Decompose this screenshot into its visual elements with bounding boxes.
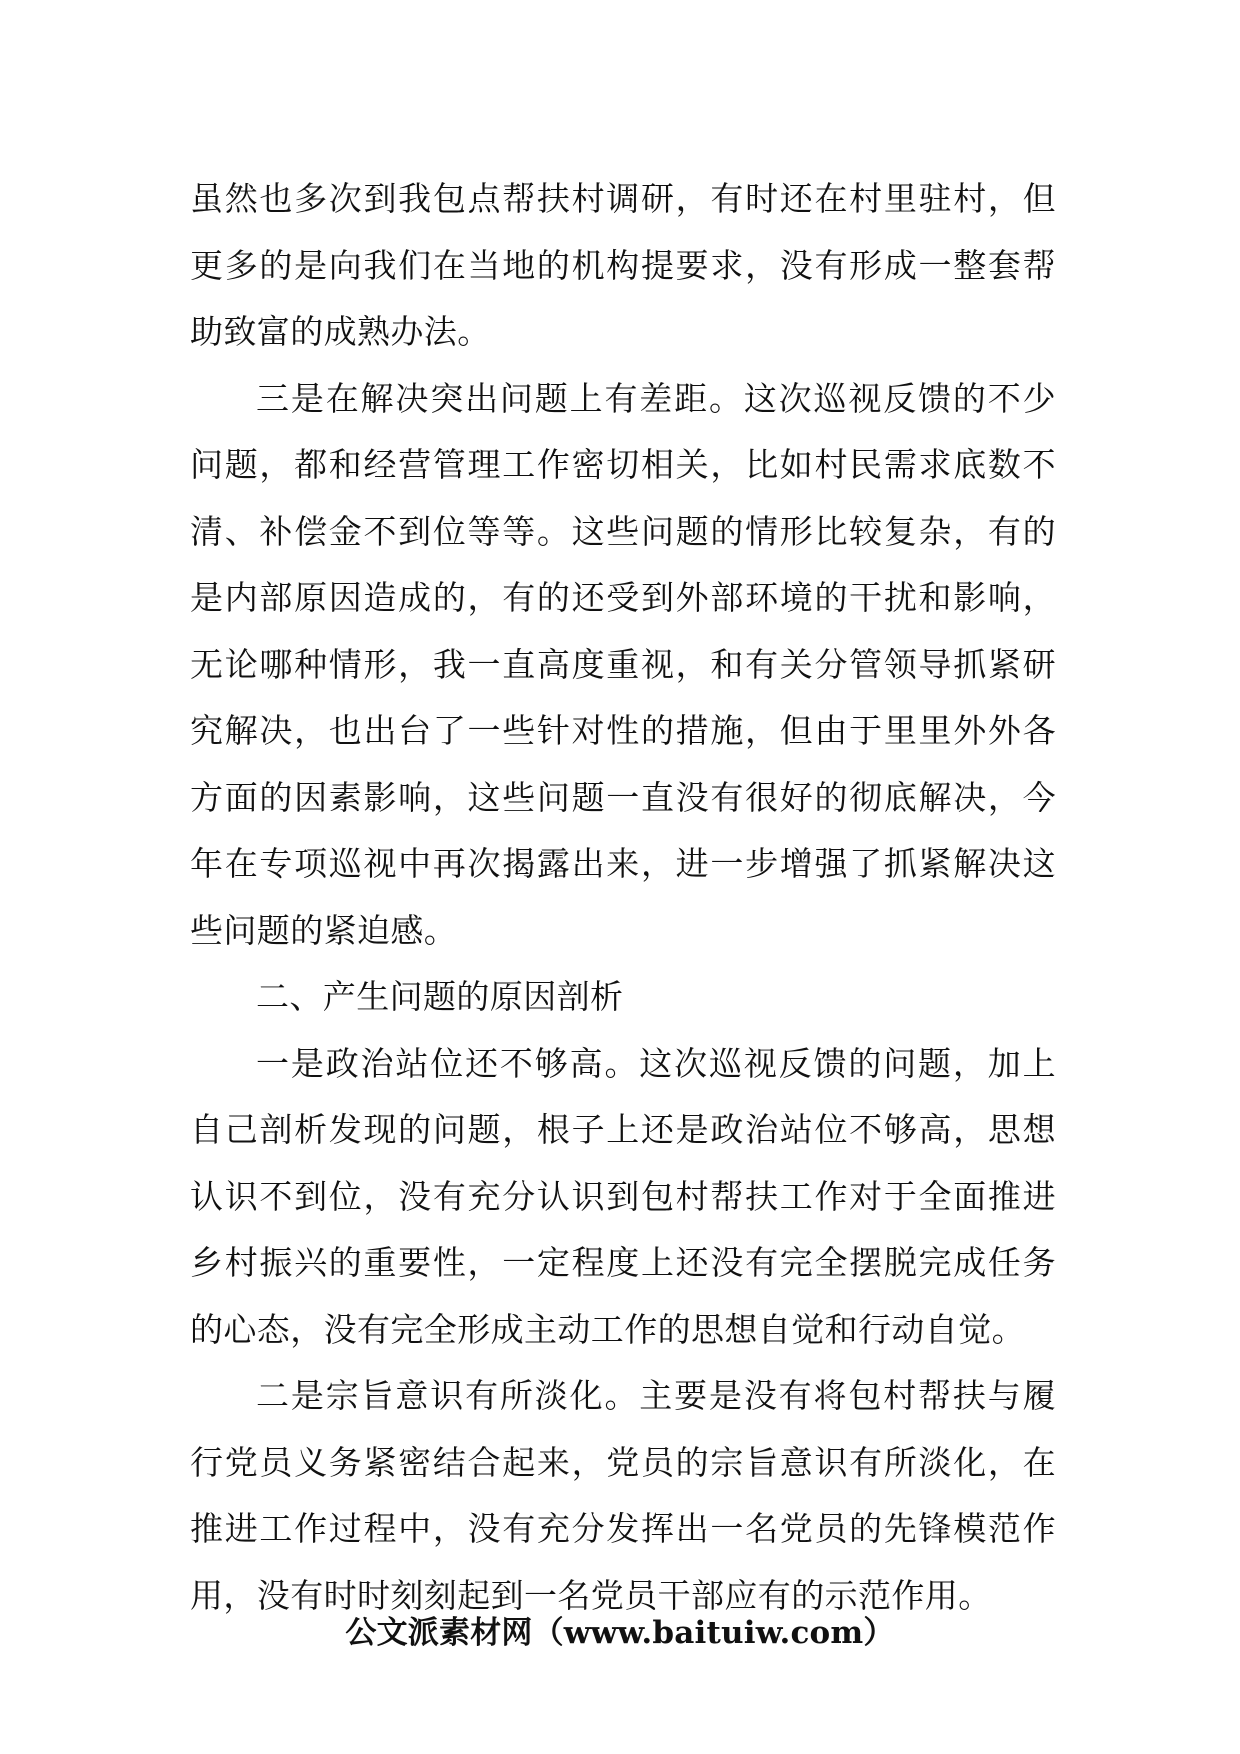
- paragraph-cause-two: 二是宗旨意识有所淡化。主要是没有将包村帮扶与履行党员义务紧密结合起来，党员的宗旨意识有所淡化，在推进工作过程中，没有充分发挥出一名党员的先锋模范作用，没有时时刻刻起到一名党员干部应有的示范作用。: [190, 1376, 1056, 1615]
- section-heading-cause-analysis: 二、产生问题的原因剖析: [256, 977, 624, 1016]
- paragraph-problem-three: 三是在解决突出问题上有差距。这次巡视反馈的不少问题，都和经营管理工作密切相关，比如村民需求底数不清、补偿金不到位等等。这些问题的情形比较复杂，有的是内部原因造成的，有的还受到外部环境的干扰和影响，无论哪种情形，我一直高度重视，和有关分管领导抓紧研究解决，也出台了一些针对性的措施，但由于里里外外各方面的因素影响，这些问题一直没有很好的彻底解决，今年在专项巡视中再次揭露出来，进一步增强了抓紧解决这些问题的紧迫感。: [190, 378, 1056, 950]
- paragraph-cause-one: 一是政治站位还不够高。这次巡视反馈的问题，加上自己剖析发现的问题，根子上还是政治站位不够高，思想认识不到位，没有充分认识到包村帮扶工作对于全面推进乡村振兴的重要性，一定程度上还没有完全摆脱完成任务的心态，没有完全形成主动工作的思想自觉和行动自觉。: [190, 1043, 1056, 1349]
- footer-source-label: 公文派素材网（www.baituiw.com）: [345, 1615, 895, 1651]
- paragraph-continuation: 虽然也多次到我包点帮扶村调研，有时还在村里驻村，但更多的是向我们在当地的机构提要求，没有形成一整套帮助致富的成熟办法。: [190, 179, 1056, 351]
- document-body: [190, 166, 1056, 1629]
